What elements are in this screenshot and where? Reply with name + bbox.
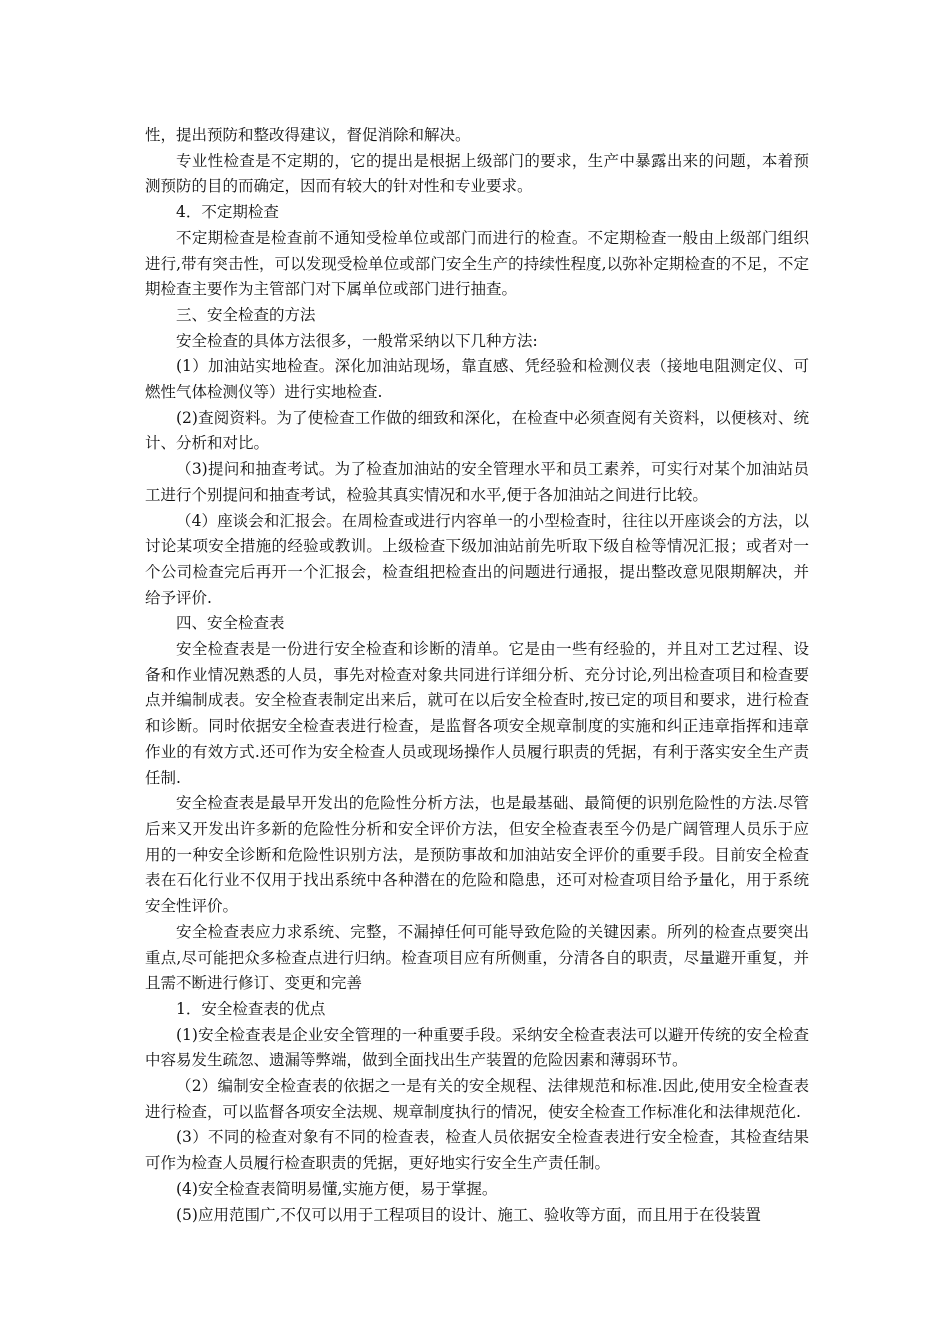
paragraph: （3)提问和抽查考试。为了检查加油站的安全管理水平和员工素养，可实行对某个加油站员工进行个别提问和抽查考试，检验其真实情况和水平,便于各加油站之间进行比较。 xyxy=(145,460,809,504)
paragraph: 四、安全检查表 xyxy=(176,614,285,633)
paragraph: 1．安全检查表的优点 xyxy=(176,999,326,1018)
paragraph: (3）不同的检查对象有不同的检查表，检查人员依据安全检查表进行安全检查，其检查结果可作为检查人员履行检查职责的凭据，更好地实行安全生产责任制。 xyxy=(145,1128,809,1173)
paragraph: 安全检查表是最早开发出的危险性分析方法，也是最基础、最简便的识别危险性的方法.尽管后来又开发出许多新的危险性分析和安全评价方法，但安全检查表至今仍是广阔管理人员乐于应用的一种安全诊断和危险性识别方法，是预防事故和加油站安全评价的重要手段。目前安全检查表在石化行业不仅用于找出系统中各种潜在的危险和隐患，还可对检查项目给予量化，用于系统安全性评价。 xyxy=(145,794,809,916)
paragraph: 专业性检查是不定期的，它的提出是根据上级部门的要求，生产中暴露出来的问题，本着预测预防的目的而确定，因而有较大的针对性和专业要求。 xyxy=(145,151,809,196)
paragraph: 安全检查表应力求系统、完整，不漏掉任何可能导致危险的关键因素。所列的检查点要突出重点,尽可能把众多检查点进行归纳。检查项目应有所侧重，分清各自的职责，尽量避开重复，并且需不断进行修订、变更和完善 xyxy=(145,922,809,993)
paragraph: (1)安全检查表是企业安全管理的一种重要手段。采纳安全检查表法可以避开传统的安全检查中容易发生疏忽、遗漏等弊端，做到全面找出生产装置的危险因素和薄弱环节。 xyxy=(145,1025,809,1070)
paragraph: 性，提出预防和整改得建议，督促消除和解决。 xyxy=(145,126,471,144)
paragraph: (2)查阅资料。为了使检查工作做的细致和深化，在检查中必须查阅有关资料，以便核对、统计、分析和对比。 xyxy=(145,408,809,453)
paragraph: (5)应用范围广,不仅可以用于工程项目的设计、施工、验收等方面，而且用于在役装置 xyxy=(176,1205,761,1224)
paragraph: 不定期检查是检查前不通知受检单位或部门而进行的检查。不定期检查一般由上级部门组织进行,带有突击性，可以发现受检单位或部门安全生产的持续性程度,以弥补定期检查的不足，不定期检查主要作为主管部门对下属单位或部门进行抽查。 xyxy=(145,228,809,299)
document-body xyxy=(145,123,809,1228)
paragraph: 三、安全检查的方法 xyxy=(176,305,316,324)
paragraph: （4）座谈会和汇报会。在周检查或进行内容单一的小型检查时，往往以开座谈会的方法，以讨论某项安全措施的经验或教训。上级检查下级加油站前先听取下级自检等情况汇报；或者对一个公司检查完后再开一个汇报会，检查组把检查出的问题进行通报，提出整改意见限期解决，并给予评价. xyxy=(145,511,809,607)
paragraph: (4)安全检查表简明易懂,实施方便，易于掌握。 xyxy=(176,1179,498,1198)
paragraph: 4．不定期检查 xyxy=(176,203,279,222)
paragraph: （2）编制安全检查表的依据之一是有关的安全规程、法律规范和标准.因此,使用安全检查表进行检查，可以监督各项安全法规、规章制度执行的情况，使安全检查工作标准化和法律规范化. xyxy=(145,1077,809,1121)
paragraph: 安全检查表是一份进行安全检查和诊断的清单。它是由一些有经验的，并且对工艺过程、设备和作业情况熟悉的人员，事先对检查对象共同进行详细分析、充分讨论,列出检查项目和检查要点并编制成表。安全检查表制定出来后，就可在以后安全检查时,按已定的项目和要求，进行检查和诊断。同时依据安全检查表进行检查，是监督各项安全规章制度的实施和纠正违章指挥和违章作业的有效方式.还可作为安全检查人员或现场操作人员履行职责的凭据，有利于落实安全生产责任制. xyxy=(145,640,809,787)
paragraph: (1）加油站实地检查。深化加油站现场，靠直感、凭经验和检测仪表（接地电阻测定仪、可燃性气体检测仪等）进行实地检查. xyxy=(145,357,809,402)
paragraph: 安全检查的具体方法很多，一般常采纳以下几种方法: xyxy=(176,331,538,350)
